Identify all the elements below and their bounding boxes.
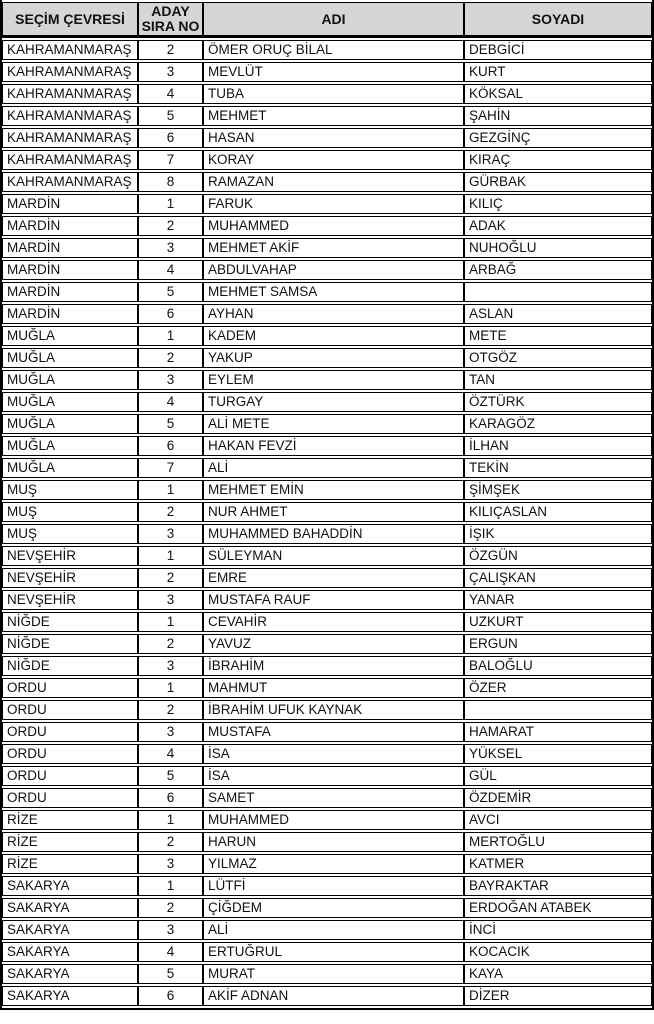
cell-electoral-district: MUĞLA [2, 436, 138, 456]
cell-candidate-order-no: 4 [138, 942, 203, 962]
cell-candidate-order-no: 7 [138, 458, 203, 478]
cell-candidate-order-no: 7 [138, 150, 203, 170]
cell-candidate-order-no: 6 [138, 128, 203, 148]
table-row [2, 612, 652, 632]
cell-candidate-order-no: 4 [138, 744, 203, 764]
cell-candidate-order-no: 8 [138, 172, 203, 192]
cell-surname: ADAK [464, 216, 652, 236]
cell-first-name: HAKAN FEVZİ [203, 436, 464, 456]
cell-surname: KAYA [464, 964, 652, 984]
cell-surname: YANAR [464, 590, 652, 610]
cell-electoral-district: SAKARYA [2, 920, 138, 940]
table-row [2, 986, 652, 1006]
cell-surname: ÖZDEMİR [464, 788, 652, 808]
cell-surname: NUHOĞLU [464, 238, 652, 258]
cell-electoral-district: MARDİN [2, 238, 138, 258]
cell-first-name: MURAT [203, 964, 464, 984]
cell-electoral-district: KAHRAMANMARAŞ [2, 40, 138, 60]
cell-candidate-order-no: 3 [138, 722, 203, 742]
cell-candidate-order-no: 2 [138, 568, 203, 588]
cell-surname: ŞAHİN [464, 106, 652, 126]
table-row [2, 480, 652, 500]
cell-candidate-order-no: 2 [138, 832, 203, 852]
cell-candidate-order-no: 2 [138, 348, 203, 368]
cell-surname: KILIÇ [464, 194, 652, 214]
cell-candidate-order-no: 1 [138, 194, 203, 214]
cell-surname: ERDOĞAN ATABEK [464, 898, 652, 918]
cell-electoral-district: KAHRAMANMARAŞ [2, 172, 138, 192]
cell-first-name: MUHAMMED [203, 216, 464, 236]
table-row [2, 634, 652, 654]
cell-electoral-district: KAHRAMANMARAŞ [2, 128, 138, 148]
table-row [2, 810, 652, 830]
table-row [2, 128, 652, 148]
table-header [2, 2, 652, 38]
cell-first-name: MEVLÜT [203, 62, 464, 82]
cell-surname: ERGUN [464, 634, 652, 654]
table-row [2, 502, 652, 522]
table-row [2, 436, 652, 456]
table-row [2, 700, 652, 720]
cell-surname: TEKİN [464, 458, 652, 478]
cell-candidate-order-no: 6 [138, 436, 203, 456]
cell-surname: AVCI [464, 810, 652, 830]
cell-candidate-order-no: 2 [138, 216, 203, 236]
cell-first-name: RAMAZAN [203, 172, 464, 192]
cell-first-name: MUSTAFA RAUF [203, 590, 464, 610]
cell-first-name: ABDULVAHAP [203, 260, 464, 280]
table-row [2, 568, 652, 588]
table-row [2, 920, 652, 940]
cell-candidate-order-no: 5 [138, 282, 203, 302]
cell-surname: ARBAĞ [464, 260, 652, 280]
cell-first-name: İSA [203, 766, 464, 786]
cell-electoral-district: RİZE [2, 832, 138, 852]
table-row [2, 678, 652, 698]
table-row [2, 964, 652, 984]
cell-electoral-district: SAKARYA [2, 942, 138, 962]
cell-electoral-district: ORDU [2, 722, 138, 742]
cell-first-name: NUR AHMET [203, 502, 464, 522]
table-row [2, 414, 652, 434]
cell-electoral-district: KAHRAMANMARAŞ [2, 106, 138, 126]
cell-first-name: ALİ METE [203, 414, 464, 434]
cell-first-name: ALİ [203, 458, 464, 478]
cell-first-name: YILMAZ [203, 854, 464, 874]
cell-electoral-district: ORDU [2, 788, 138, 808]
cell-surname: BALOĞLU [464, 656, 652, 676]
cell-first-name: MEHMET SAMSA [203, 282, 464, 302]
cell-surname: GÜRBAK [464, 172, 652, 192]
cell-electoral-district: MUĞLA [2, 392, 138, 412]
cell-surname [464, 700, 652, 720]
table-row [2, 458, 652, 478]
header-candidate-order-no: ADAY SIRA NO [138, 2, 203, 38]
cell-surname: BAYRAKTAR [464, 876, 652, 896]
cell-electoral-district: ORDU [2, 744, 138, 764]
cell-first-name: TUBA [203, 84, 464, 104]
cell-electoral-district: MARDİN [2, 216, 138, 236]
cell-first-name: SAMET [203, 788, 464, 808]
cell-surname: KATMER [464, 854, 652, 874]
cell-electoral-district: NEVŞEHİR [2, 568, 138, 588]
cell-electoral-district: NİĞDE [2, 612, 138, 632]
table-row [2, 172, 652, 192]
cell-candidate-order-no: 2 [138, 898, 203, 918]
header-surname: SOYADI [464, 2, 652, 38]
cell-first-name: EMRE [203, 568, 464, 588]
cell-electoral-district: MUŞ [2, 480, 138, 500]
table-row [2, 194, 652, 214]
cell-surname: METE [464, 326, 652, 346]
cell-first-name: MEHMET AKİF [203, 238, 464, 258]
cell-electoral-district: MUŞ [2, 524, 138, 544]
table-row [2, 788, 652, 808]
cell-surname: MERTOĞLU [464, 832, 652, 852]
cell-surname: ÖZGÜN [464, 546, 652, 566]
table-body [2, 40, 652, 1006]
table-row [2, 766, 652, 786]
cell-first-name: CEVAHİR [203, 612, 464, 632]
cell-candidate-order-no: 3 [138, 590, 203, 610]
cell-candidate-order-no: 1 [138, 810, 203, 830]
cell-first-name: SÜLEYMAN [203, 546, 464, 566]
cell-first-name: HARUN [203, 832, 464, 852]
cell-electoral-district: MARDİN [2, 282, 138, 302]
table-row [2, 854, 652, 874]
cell-electoral-district: NİĞDE [2, 656, 138, 676]
cell-surname: İLHAN [464, 436, 652, 456]
cell-electoral-district: NİĞDE [2, 634, 138, 654]
cell-first-name: ÖMER ORUÇ BİLAL [203, 40, 464, 60]
cell-electoral-district: MUŞ [2, 502, 138, 522]
cell-surname: ÇALIŞKAN [464, 568, 652, 588]
cell-candidate-order-no: 3 [138, 656, 203, 676]
cell-electoral-district: KAHRAMANMARAŞ [2, 84, 138, 104]
cell-first-name: ÇİĞDEM [203, 898, 464, 918]
cell-first-name: FARUK [203, 194, 464, 214]
cell-candidate-order-no: 5 [138, 766, 203, 786]
table-row [2, 722, 652, 742]
cell-candidate-order-no: 1 [138, 876, 203, 896]
cell-electoral-district: MUĞLA [2, 414, 138, 434]
cell-candidate-order-no: 2 [138, 700, 203, 720]
cell-candidate-order-no: 1 [138, 480, 203, 500]
cell-candidate-order-no: 5 [138, 964, 203, 984]
cell-electoral-district: RİZE [2, 810, 138, 830]
cell-surname: ÖZTÜRK [464, 392, 652, 412]
table-row [2, 524, 652, 544]
table-row [2, 150, 652, 170]
cell-candidate-order-no: 6 [138, 788, 203, 808]
table-row [2, 744, 652, 764]
cell-first-name: MUHAMMED BAHADDİN [203, 524, 464, 544]
cell-first-name: ERTUĞRUL [203, 942, 464, 962]
cell-electoral-district: SAKARYA [2, 964, 138, 984]
cell-first-name: MEHMET [203, 106, 464, 126]
cell-surname: ASLAN [464, 304, 652, 324]
table-row [2, 238, 652, 258]
cell-surname: KIRAÇ [464, 150, 652, 170]
cell-electoral-district: MARDİN [2, 260, 138, 280]
cell-surname: ÖZER [464, 678, 652, 698]
table-row [2, 590, 652, 610]
cell-candidate-order-no: 3 [138, 920, 203, 940]
cell-first-name: KORAY [203, 150, 464, 170]
table-row [2, 216, 652, 236]
cell-first-name: TURGAY [203, 392, 464, 412]
cell-first-name: MUHAMMED [203, 810, 464, 830]
cell-surname: İNCİ [464, 920, 652, 940]
cell-surname: KURT [464, 62, 652, 82]
cell-surname: UZKURT [464, 612, 652, 632]
cell-first-name: KADEM [203, 326, 464, 346]
cell-candidate-order-no: 2 [138, 40, 203, 60]
cell-first-name: İSA [203, 744, 464, 764]
cell-candidate-order-no: 3 [138, 370, 203, 390]
table-row [2, 260, 652, 280]
cell-candidate-order-no: 3 [138, 524, 203, 544]
cell-candidate-order-no: 1 [138, 326, 203, 346]
cell-surname: OTGÖZ [464, 348, 652, 368]
table-row [2, 370, 652, 390]
cell-candidate-order-no: 2 [138, 634, 203, 654]
cell-electoral-district: SAKARYA [2, 986, 138, 1006]
cell-electoral-district: ORDU [2, 766, 138, 786]
cell-surname: DEBGİCİ [464, 40, 652, 60]
cell-surname [464, 282, 652, 302]
table-row [2, 348, 652, 368]
cell-first-name: ALİ [203, 920, 464, 940]
cell-first-name: YAVUZ [203, 634, 464, 654]
cell-surname: DİZER [464, 986, 652, 1006]
cell-first-name: MUSTAFA [203, 722, 464, 742]
cell-first-name: AKİF ADNAN [203, 986, 464, 1006]
cell-candidate-order-no: 6 [138, 304, 203, 324]
cell-candidate-order-no: 4 [138, 84, 203, 104]
cell-first-name: İBRAHİM UFUK KAYNAK [203, 700, 464, 720]
table-row [2, 326, 652, 346]
table-row [2, 106, 652, 126]
cell-surname: KARAGÖZ [464, 414, 652, 434]
cell-electoral-district: SAKARYA [2, 898, 138, 918]
cell-candidate-order-no: 3 [138, 238, 203, 258]
cell-surname: ŞİMŞEK [464, 480, 652, 500]
cell-candidate-order-no: 1 [138, 678, 203, 698]
cell-first-name: AYHAN [203, 304, 464, 324]
cell-electoral-district: RİZE [2, 854, 138, 874]
cell-first-name: MEHMET EMİN [203, 480, 464, 500]
cell-surname: GEZGİNÇ [464, 128, 652, 148]
table-row [2, 40, 652, 60]
cell-electoral-district: KAHRAMANMARAŞ [2, 62, 138, 82]
cell-electoral-district: ORDU [2, 700, 138, 720]
cell-electoral-district: MUĞLA [2, 348, 138, 368]
cell-candidate-order-no: 4 [138, 392, 203, 412]
cell-candidate-order-no: 3 [138, 854, 203, 874]
cell-candidate-order-no: 4 [138, 260, 203, 280]
cell-surname: GÜL [464, 766, 652, 786]
cell-electoral-district: ORDU [2, 678, 138, 698]
cell-first-name: HASAN [203, 128, 464, 148]
cell-surname: KILIÇASLAN [464, 502, 652, 522]
table-row [2, 942, 652, 962]
cell-first-name: İBRAHİM [203, 656, 464, 676]
cell-electoral-district: KAHRAMANMARAŞ [2, 150, 138, 170]
cell-first-name: LÜTFİ [203, 876, 464, 896]
table-row [2, 876, 652, 896]
table-row [2, 62, 652, 82]
cell-electoral-district: SAKARYA [2, 876, 138, 896]
table-row [2, 282, 652, 302]
cell-electoral-district: MUĞLA [2, 458, 138, 478]
cell-surname: KÖKSAL [464, 84, 652, 104]
cell-candidate-order-no: 5 [138, 414, 203, 434]
table-row [2, 898, 652, 918]
table-row [2, 832, 652, 852]
header-first-name: ADI [203, 2, 464, 38]
cell-first-name: MAHMUT [203, 678, 464, 698]
cell-first-name: EYLEM [203, 370, 464, 390]
table-row [2, 656, 652, 676]
cell-candidate-order-no: 1 [138, 612, 203, 632]
cell-candidate-order-no: 3 [138, 62, 203, 82]
cell-electoral-district: NEVŞEHİR [2, 590, 138, 610]
cell-electoral-district: MARDİN [2, 304, 138, 324]
header-electoral-district: SEÇİM ÇEVRESİ [2, 2, 138, 38]
cell-surname: İŞIK [464, 524, 652, 544]
header-row [2, 2, 652, 38]
cell-first-name: YAKUP [203, 348, 464, 368]
cell-candidate-order-no: 1 [138, 546, 203, 566]
cell-surname: HAMARAT [464, 722, 652, 742]
table-row [2, 304, 652, 324]
cell-surname: KOCACIK [464, 942, 652, 962]
cell-electoral-district: MUĞLA [2, 326, 138, 346]
table-row [2, 84, 652, 104]
cell-surname: YÜKSEL [464, 744, 652, 764]
cell-electoral-district: MARDİN [2, 194, 138, 214]
cell-surname: TAN [464, 370, 652, 390]
cell-candidate-order-no: 5 [138, 106, 203, 126]
cell-electoral-district: MUĞLA [2, 370, 138, 390]
table-row [2, 392, 652, 412]
table-row [2, 546, 652, 566]
cell-candidate-order-no: 2 [138, 502, 203, 522]
cell-candidate-order-no: 6 [138, 986, 203, 1006]
cell-electoral-district: NEVŞEHİR [2, 546, 138, 566]
